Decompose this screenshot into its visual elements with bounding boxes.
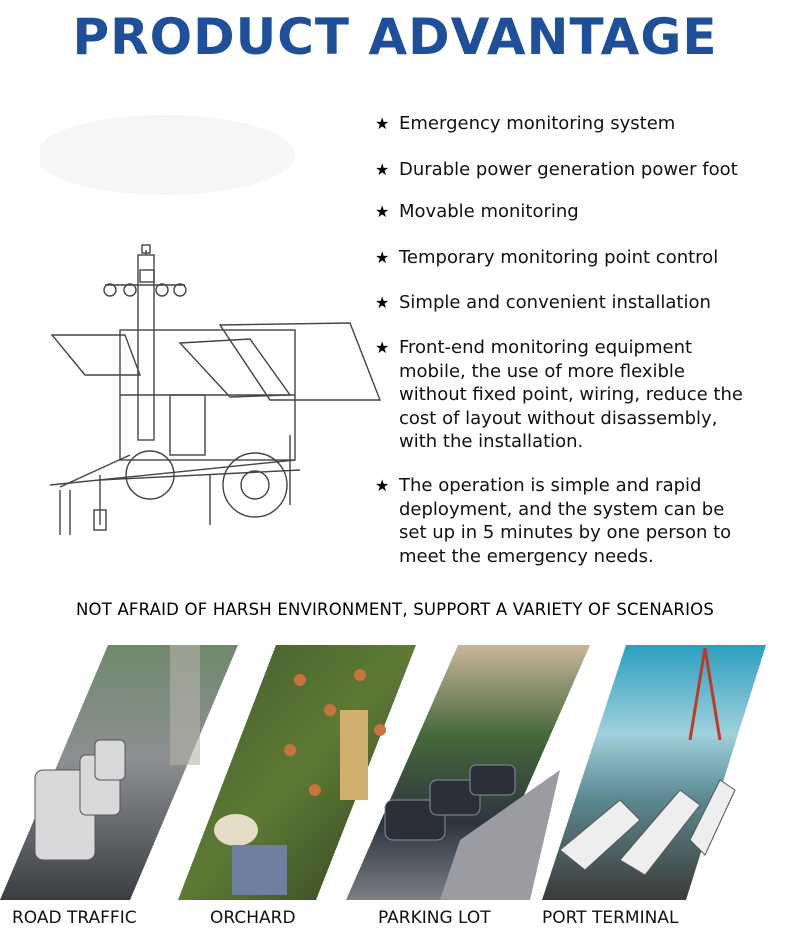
star-icon: ★	[375, 293, 390, 312]
star-icon: ★	[375, 248, 390, 267]
page-title: PRODUCT ADVANTAGE	[72, 8, 718, 66]
feature-item: ★ Durable power generation power foot	[375, 159, 738, 180]
feature-item: ★ Simple and convenient installation	[375, 292, 711, 313]
feature-item: ★ Emergency monitoring system	[375, 113, 676, 134]
caption-road-traffic: ROAD TRAFFIC	[12, 908, 137, 928]
feature-item: ★ The operation is simple and rapid deployment, and the system can be set up in 5 minutes by one person to meet the emergency needs.	[375, 475, 732, 567]
surveillance-trailer-illustration	[40, 95, 390, 555]
scenario-gallery	[0, 640, 790, 905]
star-icon: ★	[375, 476, 390, 495]
star-icon: ★	[375, 202, 390, 221]
caption-orchard: ORCHARD	[210, 908, 296, 928]
feature-item: ★ Movable monitoring	[375, 201, 579, 222]
caption-parking-lot: PARKING LOT	[378, 908, 491, 928]
feature-item: ★ Front-end monitoring equipment mobile, the use of more flexible without fixed point, wiring, reduce the cost of layout without disassembly, with the installation.	[375, 337, 743, 452]
feature-item: ★ Temporary monitoring point control	[375, 247, 719, 268]
scenarios-heading: NOT AFRAID OF HARSH ENVIRONMENT, SUPPORT A VARIETY OF SCENARIOS	[75, 600, 715, 619]
star-icon: ★	[375, 160, 390, 179]
caption-port-terminal: PORT TERMINAL	[542, 908, 679, 928]
star-icon: ★	[375, 338, 390, 357]
star-icon: ★	[375, 114, 390, 133]
